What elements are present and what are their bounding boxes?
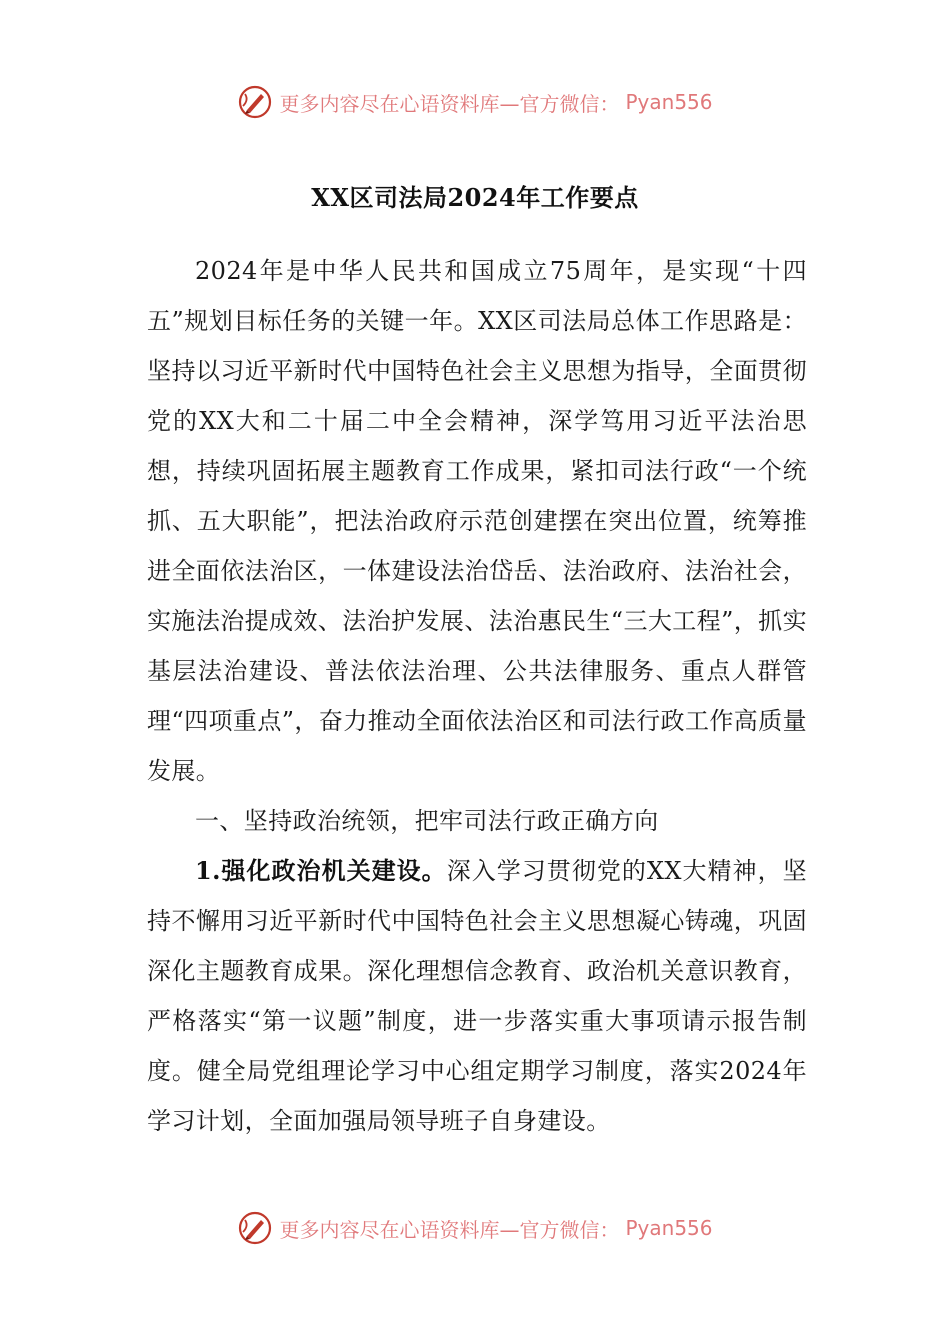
document-body — [147, 246, 807, 1146]
intro-paragraph: 2024年是中华人民共和国成立75周年，是实现“十四五”规划目标任务的关键一年。XX区司法局总体工作思路是：坚持以习近平新时代中国特色社会主义思想为指导，全面贯彻党的XX大和二十届二中全会精神，深学笃用习近平法治思想，持续巩固拓展主题教育工作成果，紧扣司法行政“一个统抓、五大职能”，把法治政府示范创建摆在突出位置，统筹推进全面依法治区，一体建设法治岱岳、法治政府、法治社会，实施法治提成效、法治护发展、法治惠民生“三大工程”，抓实基层法治建设、普法依法治理、公共法律服务、重点人群管理“四项重点”，奋力推动全面依法治区和司法行政工作高质量发展。 — [147, 257, 807, 785]
pen-logo-icon — [237, 1210, 273, 1246]
watermark-handle: Pyan556 — [625, 90, 713, 114]
pen-logo-icon — [237, 84, 273, 120]
item-body: 深入学习贯彻党的XX大精神，坚持不懈用习近平新时代中国特色社会主义思想凝心铸魂，巩固深化主题教育成果。深化理想信念教育、政治机关意识教育，严格落实“第一议题”制度，进一步落实重大事项请示报告制度。健全局党组理论学习中心组定期学习制度，落实2024年学习计划，全面加强局领导班子自身建设。 — [147, 857, 807, 1135]
item-paragraph — [147, 846, 807, 1146]
document-title: XX区司法局2024年工作要点 — [311, 183, 639, 212]
watermark-text: 更多内容尽在心语资料库—官方微信： — [279, 1217, 620, 1242]
footer-watermark — [0, 1210, 950, 1246]
watermark-handle: Pyan556 — [625, 1216, 713, 1240]
header-watermark — [0, 84, 950, 120]
section-heading: 一、坚持政治统领，把牢司法行政正确方向 — [195, 807, 659, 835]
item-title: 1.强化政治机关建设。 — [195, 856, 447, 885]
watermark-text: 更多内容尽在心语资料库—官方微信： — [279, 91, 620, 116]
